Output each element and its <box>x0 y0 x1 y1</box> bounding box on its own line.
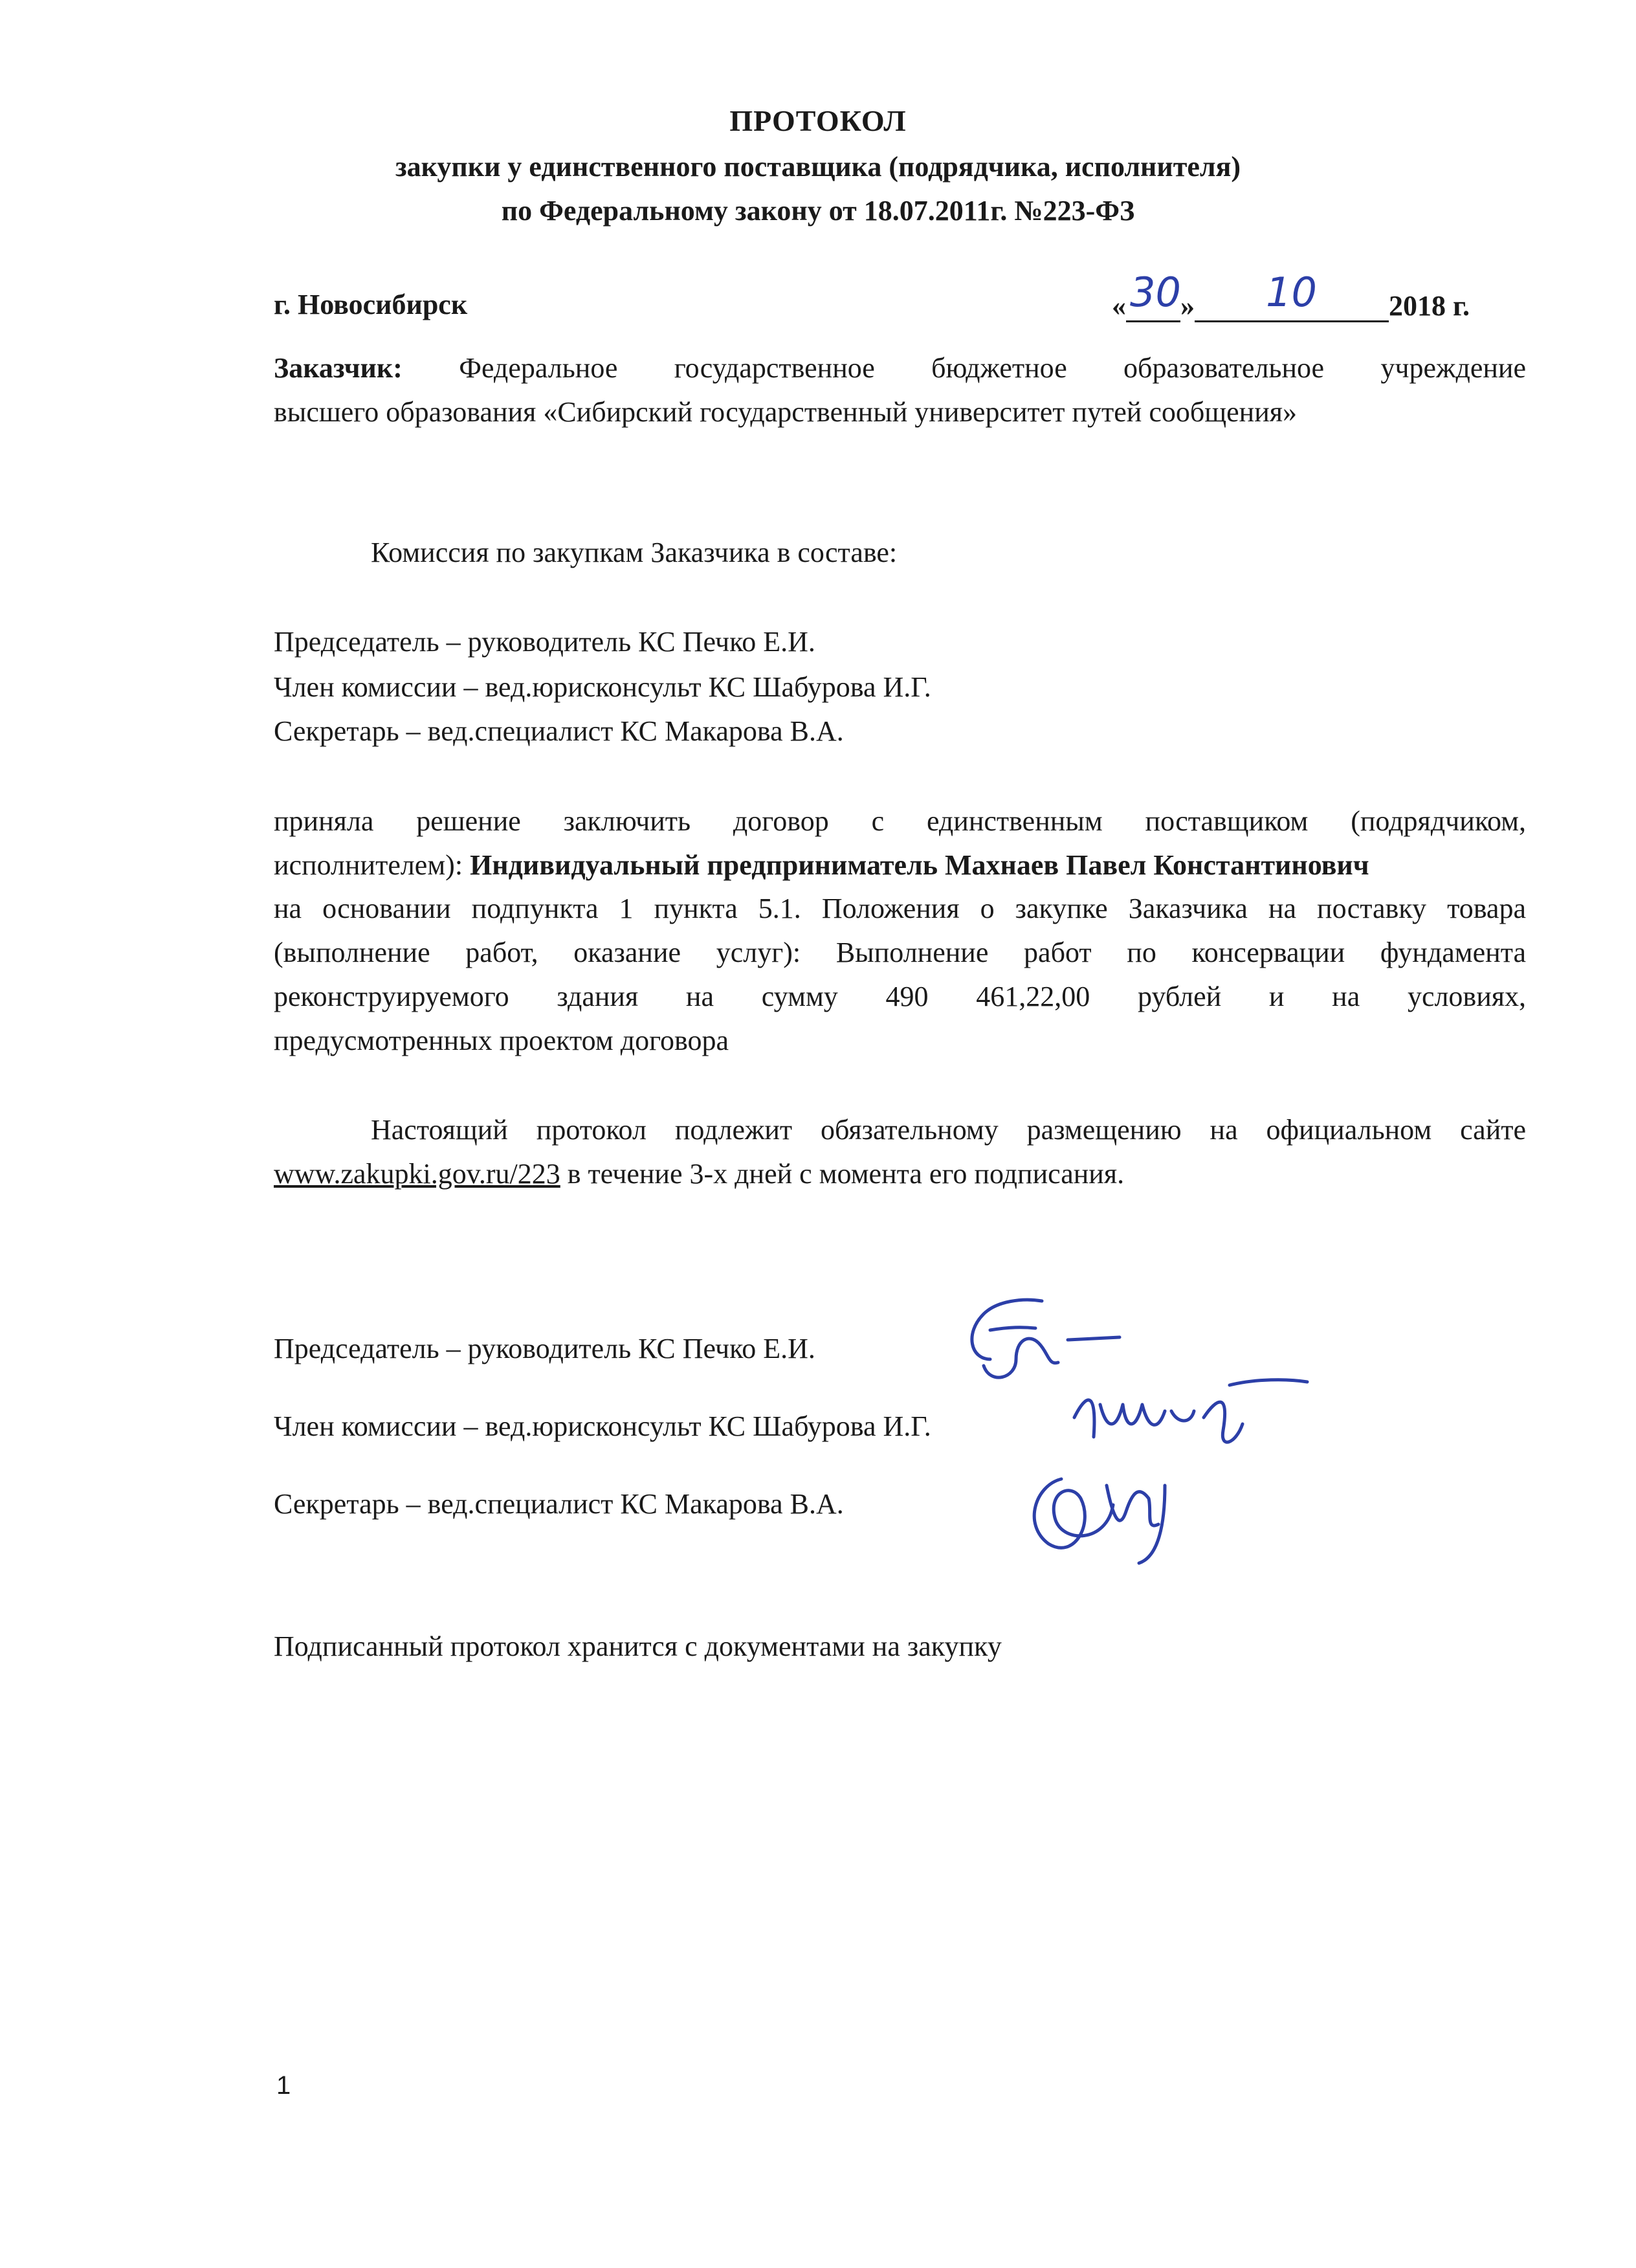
date-month-handwritten: 10 <box>1266 269 1317 316</box>
footer-note: Подписанный протокол хранится с документами на закупку <box>274 1630 1002 1662</box>
secretary-signature <box>1010 1447 1217 1576</box>
date-day-blank <box>1126 269 1181 322</box>
decision-line-6: предусмотренных проектом договора <box>274 1025 729 1056</box>
decision-line-1: приняла решение заключить договор с единственным поставщиком (подрядчиком, <box>274 805 1526 837</box>
decision-line-2: исполнителем): Индивидуальный предприниматель Махнаев Павел Константинович <box>274 849 1369 881</box>
commission-secretary: Секретарь – вед.специалист КС Макарова В.А. <box>274 715 844 747</box>
date-month-blank <box>1195 269 1389 322</box>
date-day-handwritten: 30 <box>1130 269 1181 316</box>
commission-intro: Комиссия по закупкам Заказчика в составе: <box>371 537 898 568</box>
commission-chair: Председатель – руководитель КС Печко Е.И. <box>274 626 815 658</box>
supplier-name: Индивидуальный предприниматель Махнаев Павел Константинович <box>470 849 1369 881</box>
zakupki-link[interactable]: www.zakupki.gov.ru/223 <box>274 1158 560 1190</box>
document-subtitle-2: по Федеральному закону от 18.07.2011г. №223-ФЗ <box>501 195 1135 227</box>
document-date <box>1112 269 1470 322</box>
date-close-quote: » <box>1180 290 1195 322</box>
customer-line-2: высшего образования «Сибирский государственный университет путей сообщения» <box>274 396 1298 428</box>
city: г. Новосибирск <box>274 289 468 320</box>
commission-member: Член комиссии – вед.юрисконсульт КС Шабурова И.Г. <box>274 671 931 703</box>
page-number: 1 <box>276 2071 291 2100</box>
date-open-quote: « <box>1112 290 1126 322</box>
decision-line-4: (выполнение работ, оказание услуг): Выполнение работ по консервации фундамента <box>274 937 1526 968</box>
date-year: 2018 г. <box>1389 290 1470 322</box>
customer-line-1: Заказчик: Федеральное государственное бюджетное образовательное учреждение <box>274 352 1526 384</box>
document-title: ПРОТОКОЛ <box>729 104 907 137</box>
publication-line-1: Настоящий протокол подлежит обязательному размещению на официальном сайте <box>371 1114 1526 1146</box>
signature-member-label: Член комиссии – вед.юрисконсульт КС Шабурова И.Г. <box>274 1410 931 1442</box>
decision-line-3: на основании подпункта 1 пункта 5.1. Положения о закупке Заказчика на поставку товара <box>274 893 1526 924</box>
document-subtitle-1: закупки у единственного поставщика (подрядчика, исполнителя) <box>395 151 1241 183</box>
signature-secretary-label: Секретарь – вед.специалист КС Макарова В.А. <box>274 1488 844 1520</box>
decision-line-5: реконструируемого здания на сумму 490 461,22,00 рублей и на условиях, <box>274 981 1526 1012</box>
customer-label: Заказчик: <box>274 352 403 384</box>
publication-line-2: www.zakupki.gov.ru/223 в течение 3-х дней с момента его подписания. <box>274 1158 1125 1190</box>
signature-chair-label: Председатель – руководитель КС Печко Е.И. <box>274 1333 815 1364</box>
